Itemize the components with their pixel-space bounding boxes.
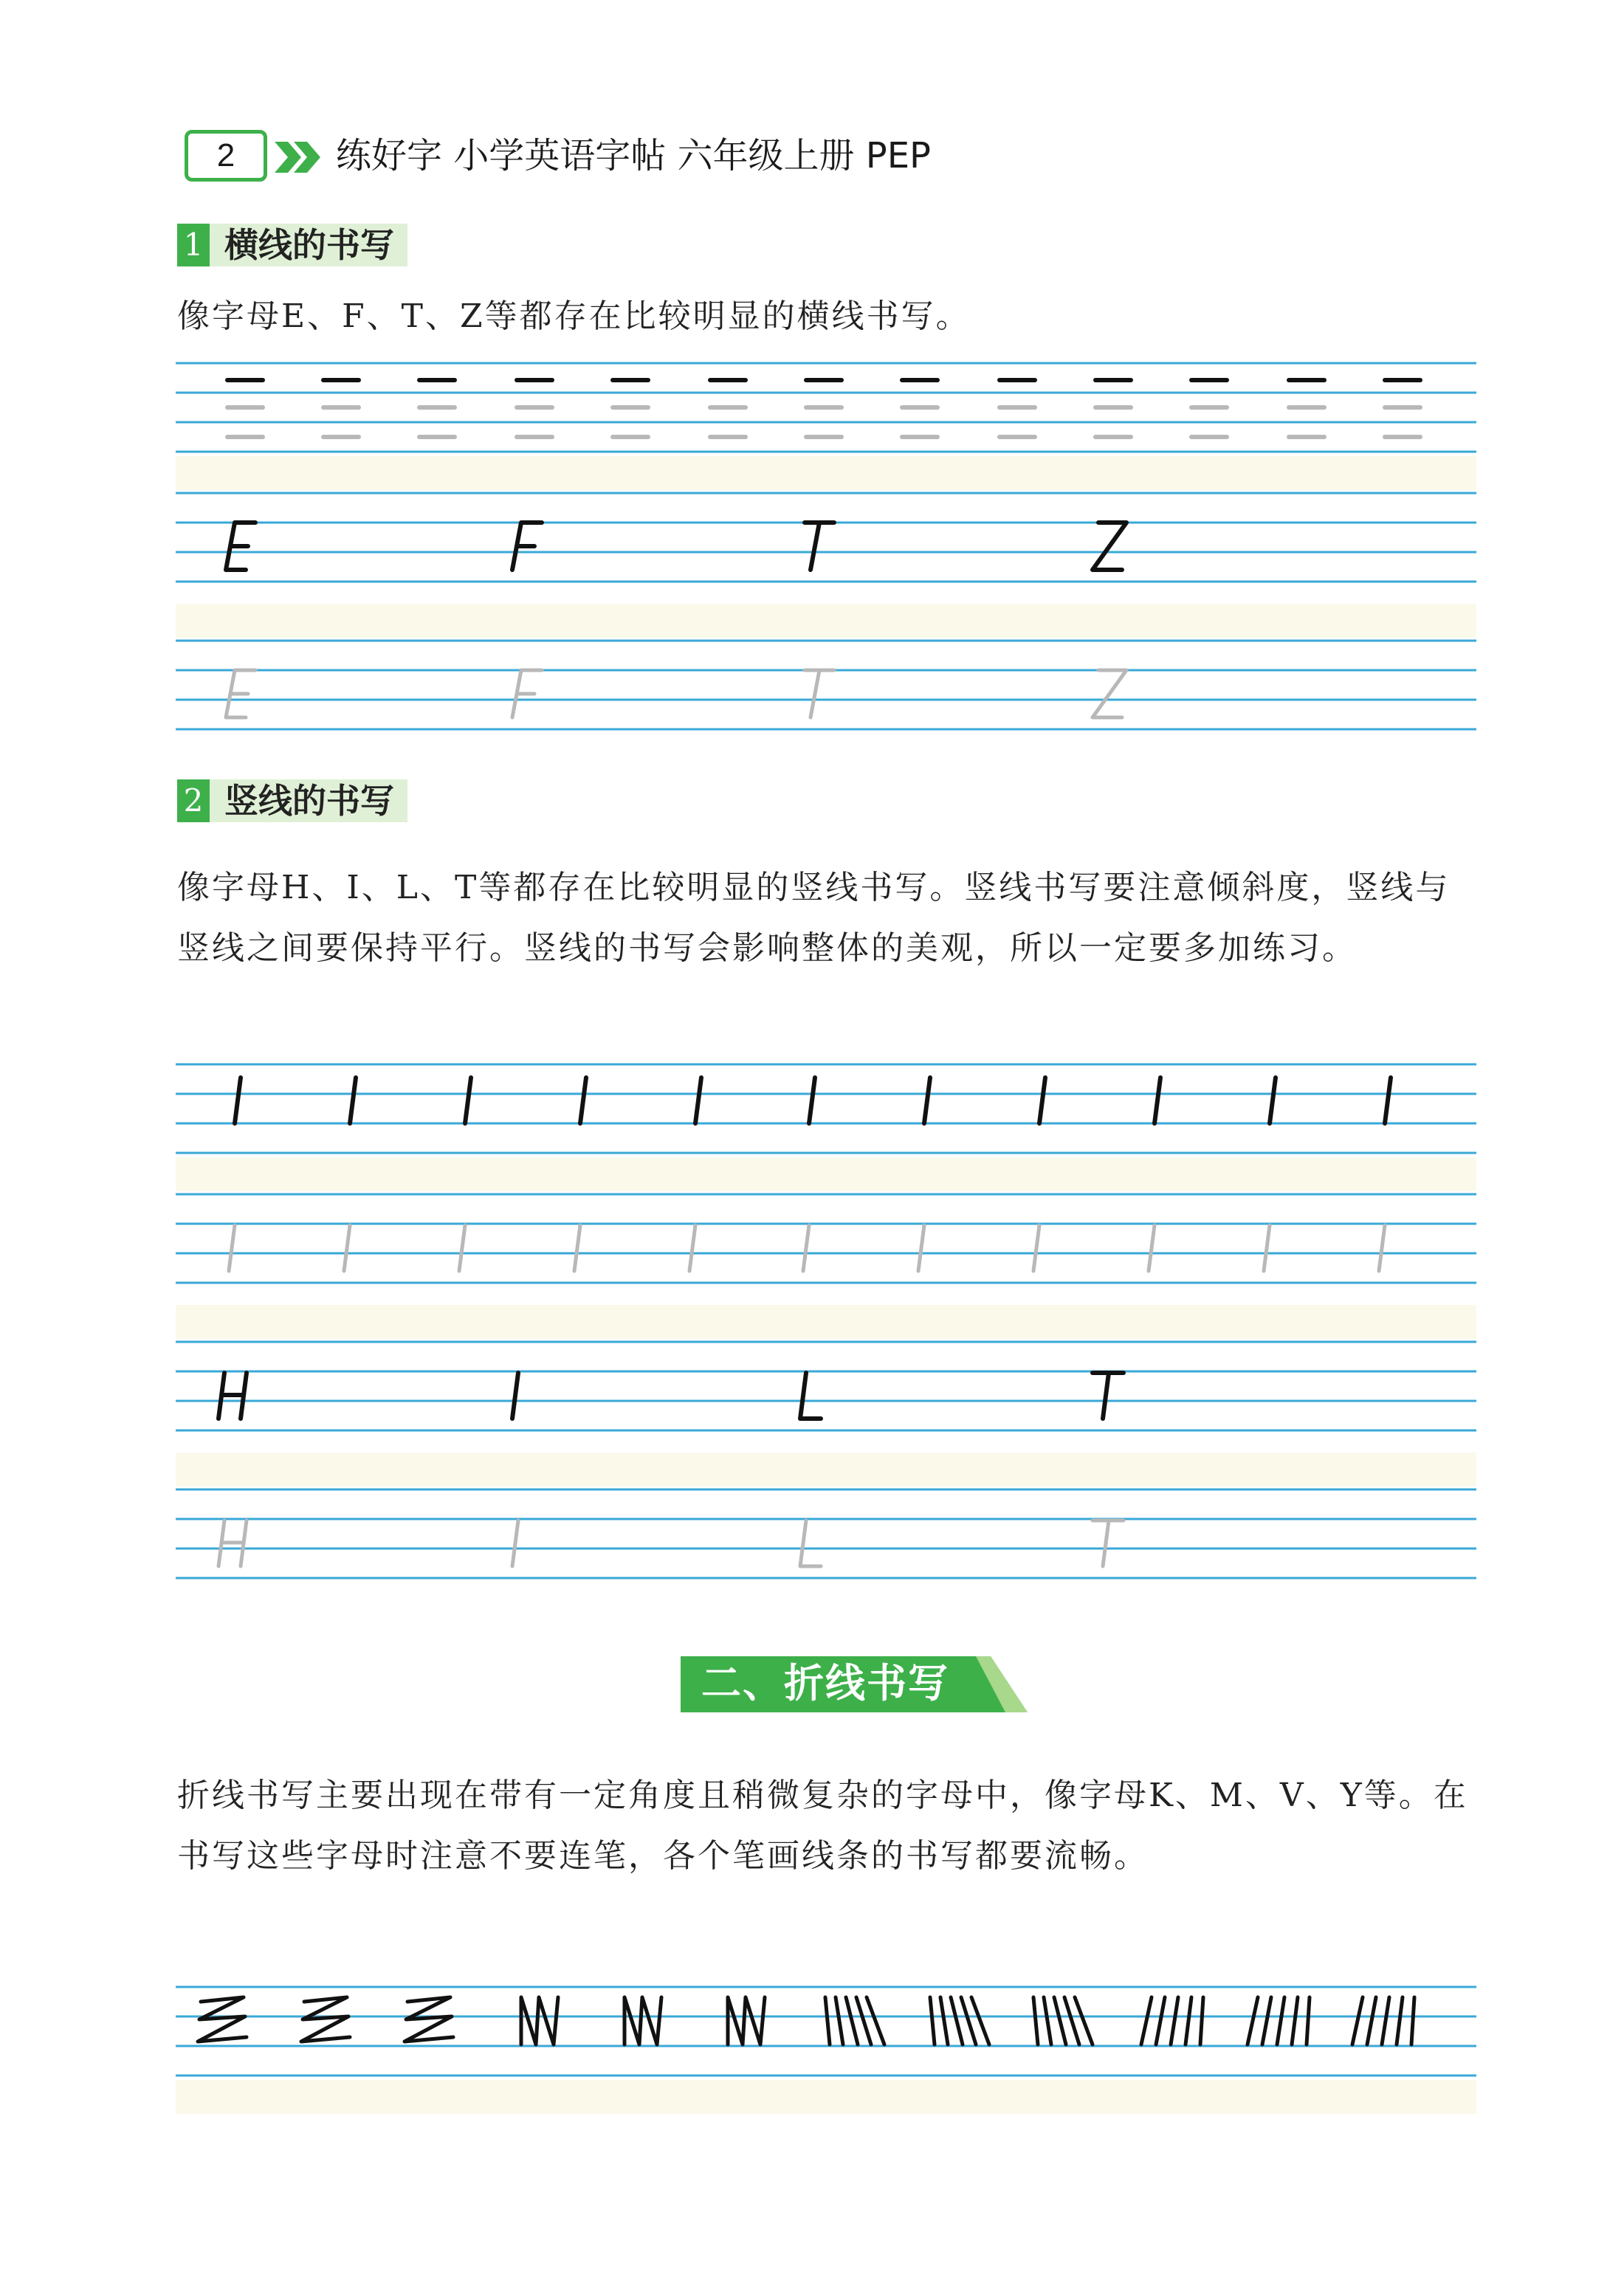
- letter-e-model: [226, 523, 255, 570]
- section-2-description: 像字母H、I、L、T等都存在比较明显的竖线书写。竖线书写要注意倾斜度，竖线与竖线之间要保持平行。竖线的书写会影响整体的美观，所以一定要多加练习。: [177, 869, 1451, 967]
- section-2-label: [177, 779, 407, 822]
- section-1-number: 1: [177, 224, 210, 266]
- letter-t-model: [1093, 1373, 1124, 1419]
- vertical-stroke-trace: [229, 1225, 1385, 1271]
- chapter-title: 二、折线书写: [701, 1660, 949, 1706]
- zigzag-stroke-model: [198, 1997, 1414, 2045]
- letter-models-row: [226, 523, 1126, 570]
- header-title: 练好字 小学英语字帖 六年级上册 PEP: [336, 135, 931, 176]
- letter-e-trace: [226, 670, 255, 717]
- letter-h-model: [219, 1373, 247, 1419]
- letter-t-trace: [805, 670, 834, 717]
- chapter-description: 折线书写主要出现在带有一定角度且稍微复杂的字母中，像字母K、M、V、Y等。在书写这些字母时注意不要连笔，各个笔画线条的书写都要流畅。: [177, 1777, 1468, 1875]
- letter-l-model: [800, 1373, 821, 1419]
- double-chevron-icon: [272, 139, 323, 176]
- section-2-number: 2: [177, 779, 210, 822]
- letter-z-model: [1093, 523, 1126, 570]
- letter-models-row: [219, 1373, 1124, 1419]
- horizontal-stroke-practice-grid: [0, 347, 1624, 760]
- letter-z-trace: [1093, 670, 1126, 717]
- section-1-label: [177, 224, 407, 266]
- letter-f-model: [512, 523, 542, 570]
- section-1-title: 横线的书写: [210, 224, 407, 266]
- vertical-stroke-practice-grid: [0, 1048, 1624, 1609]
- section-1-description: 像字母E、F、T、Z等都存在比较明显的横线书写。: [177, 297, 971, 335]
- page-number: 2: [185, 130, 267, 182]
- section-2-title: 竖线的书写: [210, 779, 407, 822]
- letter-h-trace: [219, 1520, 247, 1566]
- vertical-stroke-model: [235, 1078, 1391, 1123]
- letter-i-model: [512, 1373, 518, 1419]
- letter-t-trace: [1093, 1520, 1124, 1566]
- letter-l-trace: [800, 1520, 821, 1566]
- letter-trace-row: [219, 1520, 1124, 1566]
- letter-t-model: [805, 523, 834, 570]
- zigzag-stroke-practice-grid: [0, 1971, 1624, 2133]
- letter-f-trace: [512, 670, 542, 717]
- letter-trace-row: [226, 670, 1126, 717]
- letter-i-trace: [512, 1520, 518, 1566]
